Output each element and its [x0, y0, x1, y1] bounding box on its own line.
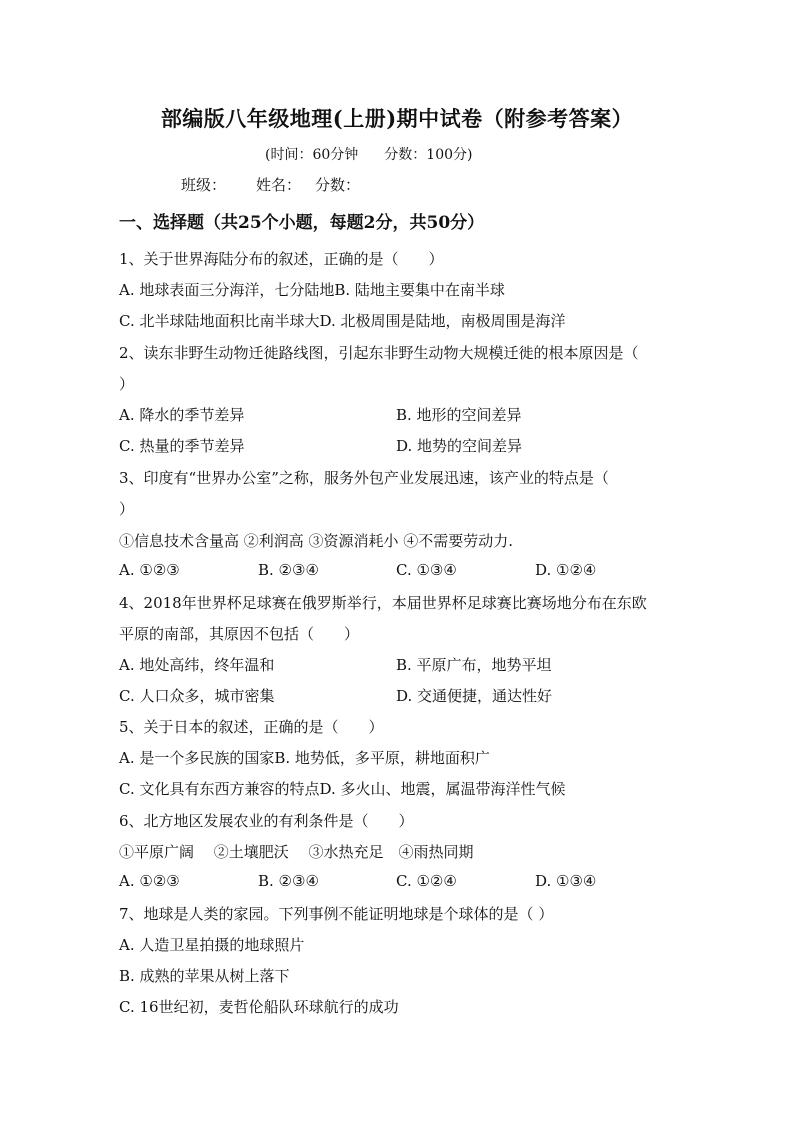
question-4-stem: 4、2018年世界杯足球赛在俄罗斯举行，本届世界杯足球赛比赛场地分布在东欧: [119, 594, 647, 612]
question-3-option-a: A. ①②③: [119, 561, 180, 579]
class-label: 班级：: [181, 176, 227, 194]
question-5-stem: 5、关于日本的叙述，正确的是（ ）: [119, 718, 384, 736]
question-4-option-b: B. 平原广布，地势平坦: [396, 656, 552, 674]
question-5-options-cd: C. 文化具有东西方兼容的特点D. 多火山、地震，属温带海洋性气候: [119, 780, 566, 798]
question-1-options-cd: C. 北半球陆地面积比南半球大D. 北极周围是陆地，南极周围是海洋: [119, 312, 566, 330]
question-7-option-b: B. 成熟的苹果从树上落下: [119, 967, 290, 985]
question-4-option-c: C. 人口众多，城市密集: [119, 687, 275, 705]
question-2-option-c: C. 热量的季节差异: [119, 437, 245, 455]
question-1-stem: 1、关于世界海陆分布的叙述，正确的是（ ）: [119, 250, 444, 268]
question-5-options-ab: A. 是一个多民族的国家B. 地势低，多平原，耕地面积广: [119, 749, 490, 767]
question-4-stem-cont: 平原的南部，其原因不包括（ ）: [119, 625, 360, 643]
question-7-option-c: C. 16世纪初，麦哲伦船队环球航行的成功: [119, 998, 399, 1016]
question-1-options-ab: A. 地球表面三分海洋，七分陆地B. 陆地主要集中在南半球: [119, 281, 505, 299]
section-title: 一、选择题（共25个小题，每题2分，共50分）: [119, 213, 485, 233]
question-3-option-b: B. ②③④: [258, 561, 319, 579]
exam-time: (时间：60分钟: [265, 147, 359, 163]
question-3-stem-cont: ）: [119, 500, 135, 518]
student-info: [181, 174, 360, 195]
question-6-stem: 6、北方地区发展农业的有利条件是（ ）: [119, 812, 414, 830]
question-2-stem: 2、读东非野生动物迁徙路线图，引起东非野生动物大规模迁徙的根本原因是（: [119, 344, 639, 362]
question-4-option-d: D. 交通便捷，通达性好: [396, 687, 553, 705]
question-2-stem-cont: ）: [119, 375, 135, 393]
exam-time-score: [265, 144, 472, 164]
question-2-option-d: D. 地势的空间差异: [396, 437, 523, 455]
page-title: 部编版八年级地理(上册)期中试卷（附参考答案）: [160, 106, 634, 131]
question-3-option-d: D. ①②④: [535, 561, 597, 579]
question-6-option-b: B. ②③④: [258, 872, 319, 890]
question-3-stem: 3、印度有“世界办公室”之称，服务外包产业发展迅速，该产业的特点是（: [119, 469, 609, 487]
question-6-items: ①平原广阔 ②土壤肥沃 ③水热充足 ④雨热同期: [119, 843, 474, 861]
question-3-option-c: C. ①③④: [396, 561, 457, 579]
question-6-option-a: A. ①②③: [119, 872, 180, 890]
question-2-option-b: B. 地形的空间差异: [396, 406, 522, 424]
question-6-option-c: C. ①②④: [396, 872, 457, 890]
exam-total-score: 分数：100分): [384, 147, 473, 163]
score-label: 分数：: [315, 176, 361, 194]
name-label: 姓名：: [256, 176, 302, 194]
question-6-option-d: D. ①③④: [535, 872, 597, 890]
question-2-option-a: A. 降水的季节差异: [119, 406, 245, 424]
question-7-stem: 7、地球是人类的家园。下列事例不能证明地球是个球体的是（ ）: [119, 905, 554, 923]
question-4-option-a: A. 地处高纬，终年温和: [119, 656, 275, 674]
question-7-option-a: A. 人造卫星拍摄的地球照片: [119, 936, 305, 954]
question-3-items: ①信息技术含量高 ②利润高 ③资源消耗小 ④不需要劳动力.: [119, 532, 514, 550]
